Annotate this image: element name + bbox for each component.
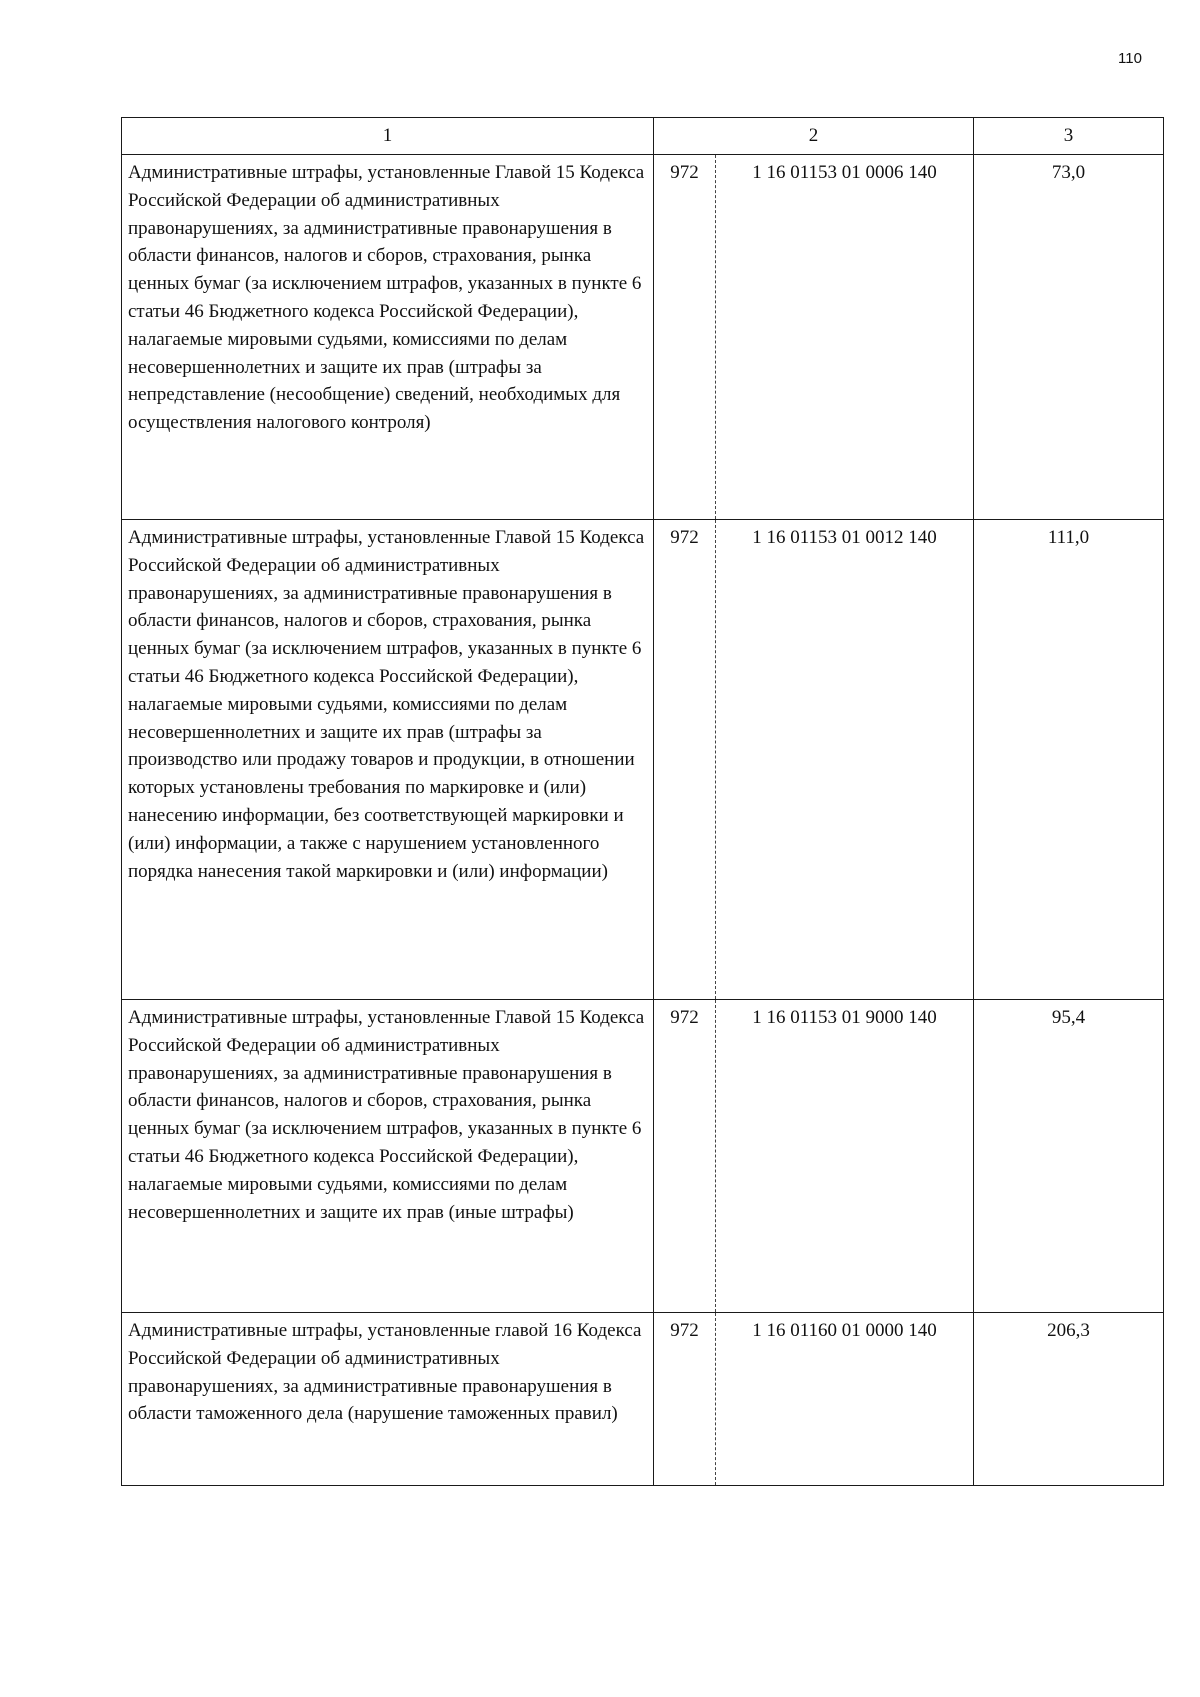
table-row bbox=[122, 1000, 1164, 1313]
revenue-table bbox=[121, 117, 1164, 1486]
row-description: Административные штрафы, установленные Главой 15 Кодекса Российской Федерации об административных правонарушениях, за административные правонарушения в области финансов, налогов и сборов, страхования, рынка ценных бумаг (за исключением штрафов, указанных в пункте 6 статьи 46 Бюджетного кодекса Российской Федерации), налагаемые мировыми судьями, комиссиями по делам несовершеннолетних и защите их прав (штрафы за непредставление (несообщение) сведений, необходимых для осуществления налогового контроля) bbox=[122, 155, 654, 520]
row-amount: 111,0 bbox=[974, 520, 1164, 1000]
row-admin-code: 972 bbox=[654, 520, 716, 1000]
row-amount: 73,0 bbox=[974, 155, 1164, 520]
row-description: Административные штрафы, установленные Главой 15 Кодекса Российской Федерации об административных правонарушениях, за административные правонарушения в области финансов, налогов и сборов, страхования, рынка ценных бумаг (за исключением штрафов, указанных в пункте 6 статьи 46 Бюджетного кодекса Российской Федерации), налагаемые мировыми судьями, комиссиями по делам несовершеннолетних и защите их прав (штрафы за производство или продажу товаров и продукции, в отношении которых установлены требования по маркировке и (или) нанесению информации, без соответствующей маркировки и (или) информации, а также с нарушением установленного порядка нанесения такой маркировки и (или) информации) bbox=[122, 520, 654, 1000]
row-admin-code: 972 bbox=[654, 1313, 716, 1486]
table-row bbox=[122, 155, 1164, 520]
row-admin-code: 972 bbox=[654, 1000, 716, 1313]
row-kbk-code: 1 16 01153 01 0012 140 bbox=[716, 520, 974, 1000]
row-admin-code: 972 bbox=[654, 155, 716, 520]
header-col-1: 1 bbox=[122, 118, 654, 155]
row-kbk-code: 1 16 01160 01 0000 140 bbox=[716, 1313, 974, 1486]
row-kbk-code: 1 16 01153 01 9000 140 bbox=[716, 1000, 974, 1313]
row-description: Административные штрафы, установленные Главой 15 Кодекса Российской Федерации об административных правонарушениях, за административные правонарушения в области финансов, налогов и сборов, страхования, рынка ценных бумаг (за исключением штрафов, указанных в пункте 6 статьи 46 Бюджетного кодекса Российской Федерации), налагаемые мировыми судьями, комиссиями по делам несовершеннолетних и защите их прав (иные штрафы) bbox=[122, 1000, 654, 1313]
row-kbk-code: 1 16 01153 01 0006 140 bbox=[716, 155, 974, 520]
header-col-2: 2 bbox=[654, 118, 974, 155]
table-row bbox=[122, 1313, 1164, 1486]
header-col-3: 3 bbox=[974, 118, 1164, 155]
row-amount: 95,4 bbox=[974, 1000, 1164, 1313]
row-amount: 206,3 bbox=[974, 1313, 1164, 1486]
table-header-row bbox=[122, 118, 1164, 155]
table-row bbox=[122, 520, 1164, 1000]
page-number: 110 bbox=[1118, 50, 1142, 67]
row-description: Административные штрафы, установленные главой 16 Кодекса Российской Федерации об административных правонарушениях, за административные правонарушения в области таможенного дела (нарушение таможенных правил) bbox=[122, 1313, 654, 1486]
